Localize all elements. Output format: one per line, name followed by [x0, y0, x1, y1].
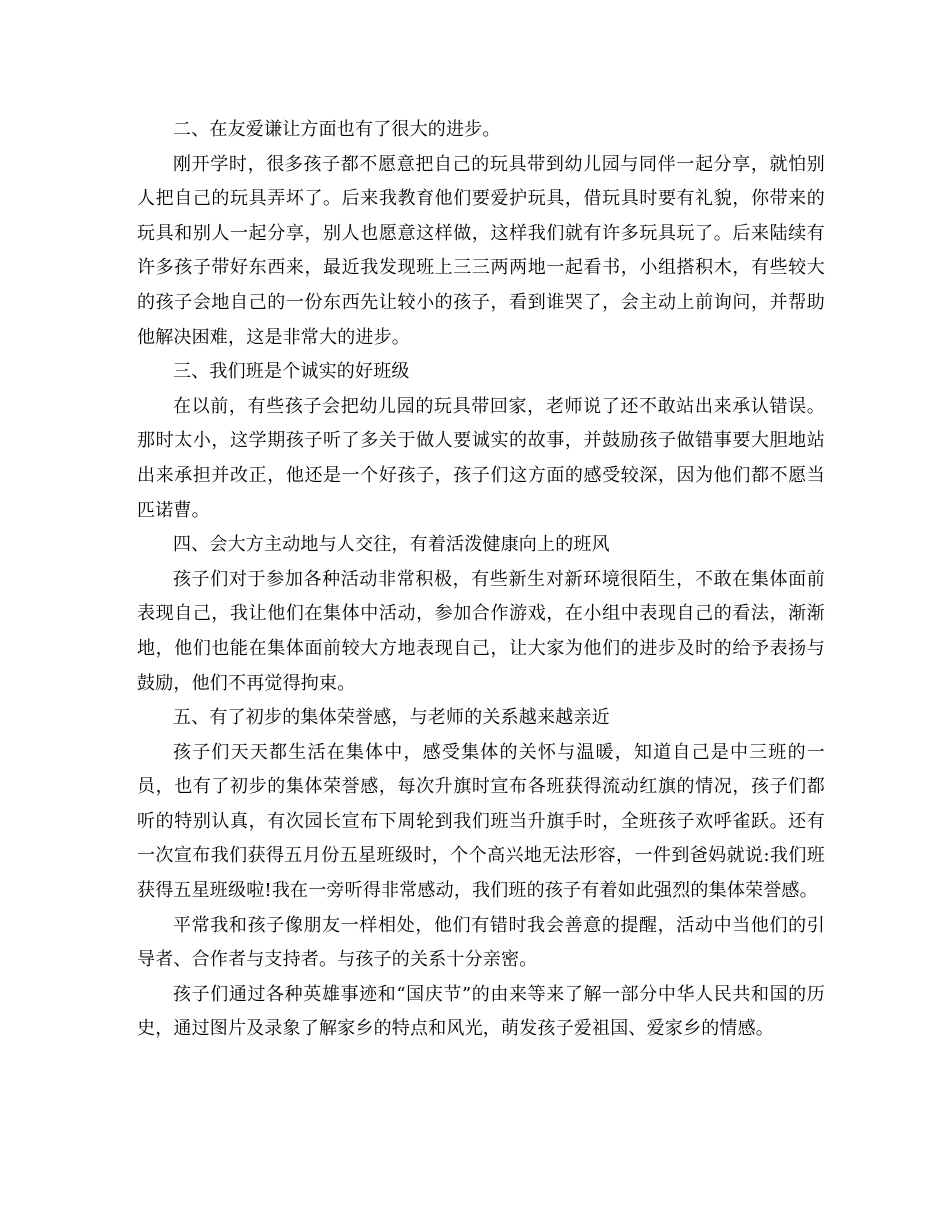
paragraph-honor: 孩子们天天都生活在集体中，感受集体的关怀与温暖，知道自己是中三班的一员，也有了初步的集体荣誉感，每次升旗时宣布各班获得流动红旗的情况，孩子们都听的特别认真，有次园长宣布下周轮到我们班当升旗手时，全班孩子欢呼雀跃。还有一次宣布我们获得五月份五星班级时，个个高兴地无法形容，一件到爸妈就说:我们班获得五星班级啦!我在一旁听得非常感动，我们班的孩子有着如此强烈的集体荣誉感。	[137, 741, 825, 902]
paragraph-teacher-relationship: 平常我和孩子像朋友一样相处，他们有错时我会善意的提醒，活动中当他们的引导者、合作者与支持者。与孩子的关系十分亲密。	[137, 914, 825, 971]
section-heading-social: 四、会大方主动地与人交往，有着活泼健康向上的班风	[173, 534, 610, 556]
document-body	[137, 113, 825, 1047]
paragraph-honesty: 在以前，有些孩子会把幼儿园的玩具带回家，老师说了还不敢站出来承认错误。那时太小，这学期孩子听了多关于做人要诚实的故事，并鼓励孩子做错事要大胆地站出来承担并改正，他还是一个好孩子，孩子们这方面的感受较深，因为他们都不愿当匹诺曹。	[137, 395, 825, 521]
section-heading-honesty: 三、我们班是个诚实的好班级	[173, 361, 410, 383]
paragraph-patriotism: 孩子们通过各种英雄事迹和“国庆节”的由来等来了解一部分中华人民共和国的历史，通过图片及录象了解家乡的特点和风光，萌发孩子爱祖国、爱家乡的情感。	[137, 983, 825, 1040]
paragraph-social: 孩子们对于参加各种活动非常积极，有些新生对新环境很陌生，不敢在集体面前表现自己，我让他们在集体中活动，参加合作游戏，在小组中表现自己的看法，渐渐地，他们也能在集体面前较大方地表现自己，让大家为他们的进步及时的给予表扬与鼓励，他们不再觉得拘束。	[137, 568, 825, 694]
section-heading-honor: 五、有了初步的集体荣誉感，与老师的关系越来越亲近	[173, 707, 610, 729]
section-heading-friendship: 二、在友爱谦让方面也有了很大的进步。	[173, 119, 501, 140]
paragraph-sharing-toys: 刚开学时，很多孩子都不愿意把自己的玩具带到幼儿园与同伴一起分享，就怕别人把自己的玩具弄坏了。后来我教育他们要爱护玩具，借玩具时要有礼貌，你带来的玩具和别人一起分享，别人也愿意这样做，这样我们就有许多玩具玩了。后来陆续有许多孩子带好东西来，最近我发现班上三三两两地一起看书，小组搭积木，有些较大的孩子会地自己的一份东西先让较小的孩子，看到谁哭了，会主动上前询问，并帮助他解决困难，这是非常大的进步。	[137, 153, 825, 348]
